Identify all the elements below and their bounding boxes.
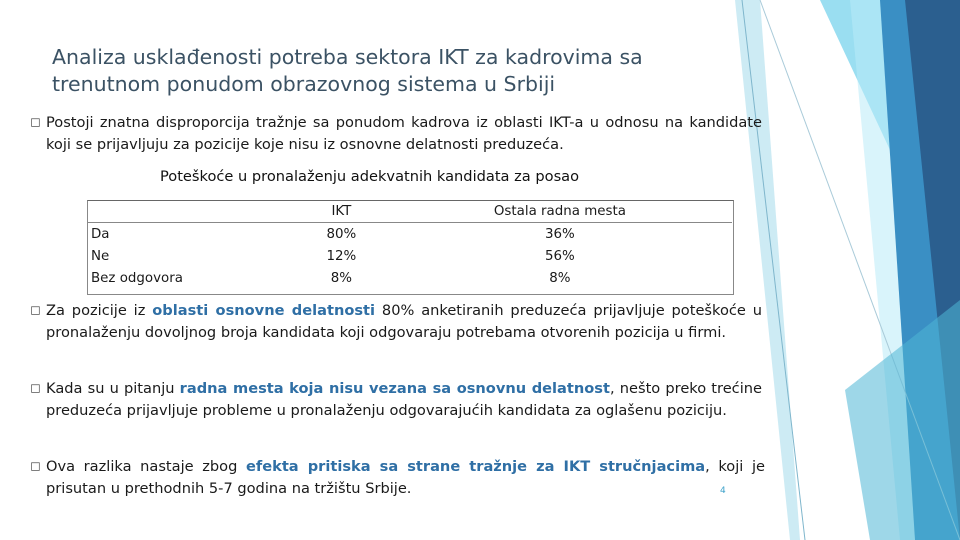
table-caption: Poteškoće u pronalaženju adekvatnih kandidata za posao — [160, 168, 580, 185]
cell-other: 8% — [549, 270, 571, 286]
highlight-text: radna mesta koja nisu vezana sa osnovnu delatnost — [179, 380, 610, 397]
bullet-icon: ◻ — [30, 303, 41, 318]
bullet-core-activity — [30, 300, 762, 343]
page-number: 4 — [720, 486, 726, 496]
row-label: Bez odgovora — [91, 270, 183, 286]
difficulty-table — [87, 200, 732, 289]
table-header-row — [87, 200, 732, 223]
cell-ikt: 80% — [326, 226, 357, 242]
cell-ikt: 12% — [326, 248, 357, 264]
bullet-text: Za pozicije iz oblasti osnovne delatnosti 80% anketiranih preduzeća prijavljuje poteškoće u pronalaženju dovoljnog broja kandidata koji odgovaraju potrebama otvorenih pozicija u firmi. — [46, 302, 763, 341]
slide-title: Analiza usklađenosti potreba sektora IKT za kadrovima sa trenutnom ponudom obrazovnog sistema u Srbiji — [52, 45, 643, 96]
cell-other: 56% — [545, 248, 575, 264]
header-other: Ostala radna mesta — [388, 200, 732, 223]
bullet-text: Postoji znatna disproporcija tražnje sa ponudom kadrova iz oblasti IKT-a u odnosu na kandidate koji se prijavljuju za pozicije koje nisu iz osnovne delatnosti preduzeća. — [46, 114, 762, 153]
bullet-icon: ◻ — [30, 459, 41, 474]
bullet-icon: ◻ — [30, 115, 41, 130]
row-label: Da — [91, 226, 110, 242]
highlight-text: efekta pritiska sa strane tražnje za IKT stručnjacima — [245, 458, 706, 475]
header-empty-cell — [87, 200, 295, 223]
bullet-demand-pressure — [30, 456, 765, 499]
bullet-text: Ova razlika nastaje zbog efekta pritiska sa strane tražnje za IKT stručnjacima, koji je prisutan u prethodnih 5-7 godina na tržištu Srbije. — [46, 458, 765, 497]
row-label: Ne — [91, 248, 110, 264]
bullet-disproportion — [30, 112, 762, 155]
cell-other: 36% — [545, 226, 575, 242]
cell-ikt: 8% — [330, 270, 353, 286]
highlight-text: oblasti osnovne delatnosti — [152, 302, 376, 319]
bullet-icon: ◻ — [30, 381, 41, 396]
bullet-non-core — [30, 378, 762, 421]
bullet-text: Kada su u pitanju radna mesta koja nisu vezana sa osnovnu delatnost, nešto preko trećine preduzeća prijavljuje probleme u pronalaženju odgovarajućih kandidata za oglašenu poziciju. — [46, 380, 762, 419]
table-row — [87, 245, 732, 267]
table-row — [87, 223, 732, 246]
header-ikt: IKT — [295, 200, 388, 223]
table-row — [87, 267, 732, 289]
